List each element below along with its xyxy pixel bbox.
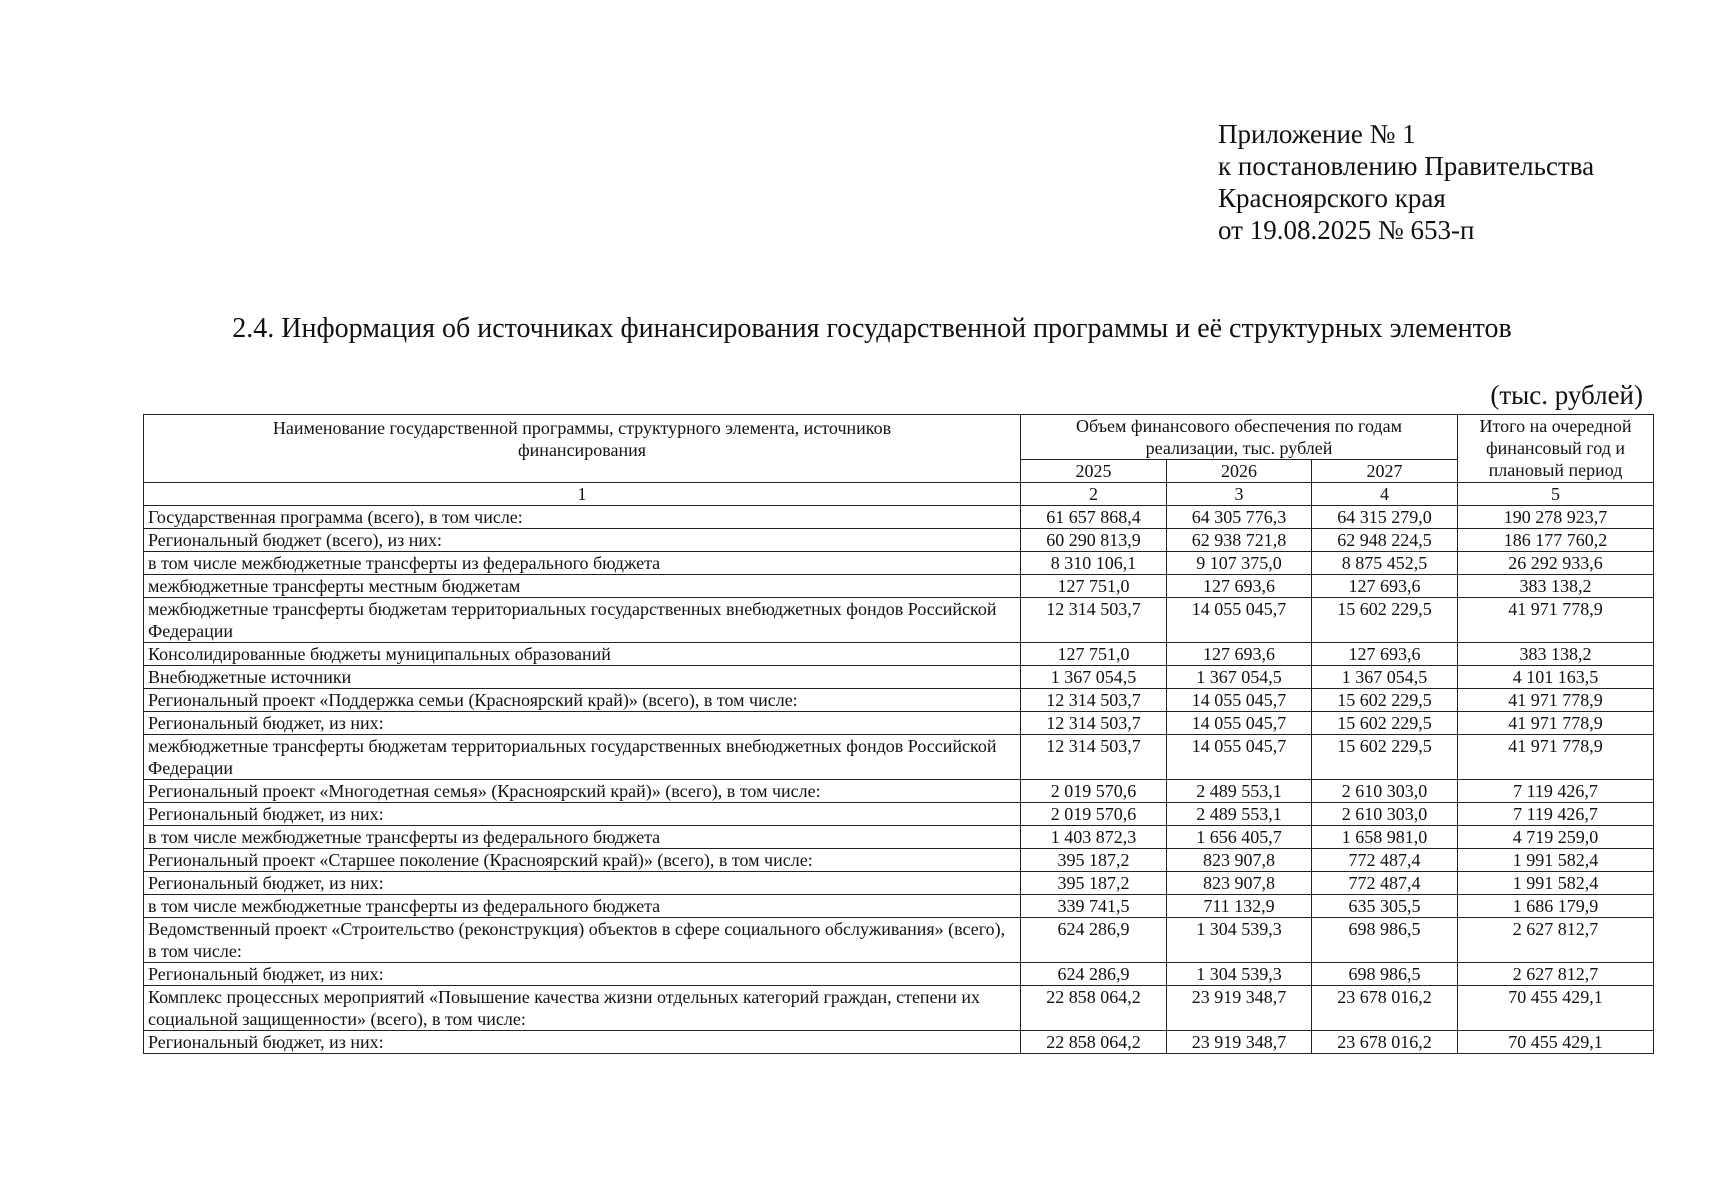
value-2026: 14 055 045,7 <box>1167 712 1312 735</box>
value-total: 70 455 429,1 <box>1458 986 1654 1031</box>
table-row <box>144 575 1654 598</box>
value-2026: 2 489 553,1 <box>1167 780 1312 803</box>
appendix-line: Красноярского края <box>1218 183 1446 213</box>
table-row <box>144 803 1654 826</box>
table-row <box>144 689 1654 712</box>
table-row <box>144 918 1654 963</box>
value-2026: 1 656 405,7 <box>1167 826 1312 849</box>
table-row <box>144 666 1654 689</box>
value-total: 41 971 778,9 <box>1458 598 1654 643</box>
value-2027: 1 658 981,0 <box>1312 826 1458 849</box>
value-2027: 8 875 452,5 <box>1312 552 1458 575</box>
table-row <box>144 598 1654 643</box>
table-row <box>144 1031 1654 1054</box>
column-number: 5 <box>1458 483 1654 506</box>
row-name: Региональный бюджет, из них: <box>144 803 1021 826</box>
value-2027: 15 602 229,5 <box>1312 689 1458 712</box>
value-2026: 62 938 721,8 <box>1167 529 1312 552</box>
row-name: в том числе межбюджетные трансферты из федерального бюджета <box>144 826 1021 849</box>
table-row <box>144 826 1654 849</box>
value-2026: 823 907,8 <box>1167 872 1312 895</box>
value-2025: 12 314 503,7 <box>1021 712 1167 735</box>
value-2025: 339 741,5 <box>1021 895 1167 918</box>
value-2025: 127 751,0 <box>1021 643 1167 666</box>
table-row <box>144 963 1654 986</box>
value-2026: 823 907,8 <box>1167 849 1312 872</box>
header-volume: Объем финансового обеспечения по годам реализации, тыс. рублей <box>1021 415 1458 460</box>
row-name: Региональный бюджет (всего), из них: <box>144 529 1021 552</box>
row-name: Региональный проект «Многодетная семья» (Красноярский край)» (всего), в том числе: <box>144 780 1021 803</box>
value-total: 41 971 778,9 <box>1458 689 1654 712</box>
column-number: 3 <box>1167 483 1312 506</box>
value-total: 41 971 778,9 <box>1458 735 1654 780</box>
row-name: в том числе межбюджетные трансферты из федерального бюджета <box>144 552 1021 575</box>
value-total: 1 686 179,9 <box>1458 895 1654 918</box>
row-name: Комплекс процессных мероприятий «Повышение качества жизни отдельных категорий граждан, степени их социальной защищенности» (всего), в том числе: <box>144 986 1021 1031</box>
value-2027: 23 678 016,2 <box>1312 986 1458 1031</box>
table-row <box>144 895 1654 918</box>
row-name: межбюджетные трансферты местным бюджетам <box>144 575 1021 598</box>
value-2025: 8 310 106,1 <box>1021 552 1167 575</box>
value-total: 2 627 812,7 <box>1458 918 1654 963</box>
value-2025: 1 367 054,5 <box>1021 666 1167 689</box>
appendix-line: от 19.08.2025 № 653-п <box>1218 215 1475 245</box>
value-2026: 127 693,6 <box>1167 575 1312 598</box>
value-total: 26 292 933,6 <box>1458 552 1654 575</box>
value-total: 383 138,2 <box>1458 575 1654 598</box>
value-2027: 127 693,6 <box>1312 575 1458 598</box>
value-2027: 2 610 303,0 <box>1312 780 1458 803</box>
table-row <box>144 780 1654 803</box>
section-heading: 2.4. Информация об источниках финансирования государственной программы и её структурных элементов <box>232 313 1512 344</box>
value-2025: 61 657 868,4 <box>1021 506 1167 529</box>
value-2025: 22 858 064,2 <box>1021 986 1167 1031</box>
value-2025: 1 403 872,3 <box>1021 826 1167 849</box>
table-row <box>144 529 1654 552</box>
value-2026: 64 305 776,3 <box>1167 506 1312 529</box>
row-name: Консолидированные бюджеты муниципальных образований <box>144 643 1021 666</box>
value-2026: 14 055 045,7 <box>1167 735 1312 780</box>
table-row <box>144 986 1654 1031</box>
table-row <box>144 712 1654 735</box>
value-2027: 772 487,4 <box>1312 849 1458 872</box>
row-name: Региональный проект «Поддержка семьи (Красноярский край)» (всего), в том числе: <box>144 689 1021 712</box>
value-2027: 15 602 229,5 <box>1312 598 1458 643</box>
row-name: Региональный бюджет, из них: <box>144 872 1021 895</box>
value-2025: 12 314 503,7 <box>1021 689 1167 712</box>
table-body <box>144 506 1654 1054</box>
row-name: Региональный бюджет, из них: <box>144 712 1021 735</box>
header-year: 2025 <box>1021 460 1167 483</box>
value-2027: 635 305,5 <box>1312 895 1458 918</box>
row-name: Региональный бюджет, из них: <box>144 963 1021 986</box>
value-2025: 127 751,0 <box>1021 575 1167 598</box>
value-total: 70 455 429,1 <box>1458 1031 1654 1054</box>
value-total: 186 177 760,2 <box>1458 529 1654 552</box>
value-2026: 127 693,6 <box>1167 643 1312 666</box>
table-row <box>144 849 1654 872</box>
column-number: 1 <box>144 483 1021 506</box>
value-2027: 15 602 229,5 <box>1312 712 1458 735</box>
row-name: Региональный проект «Старшее поколение (Красноярский край)» (всего), в том числе: <box>144 849 1021 872</box>
column-number: 2 <box>1021 483 1167 506</box>
value-2027: 698 986,5 <box>1312 963 1458 986</box>
value-2027: 772 487,4 <box>1312 872 1458 895</box>
value-2025: 22 858 064,2 <box>1021 1031 1167 1054</box>
value-2026: 23 919 348,7 <box>1167 986 1312 1031</box>
value-total: 1 991 582,4 <box>1458 872 1654 895</box>
value-2026: 1 304 539,3 <box>1167 918 1312 963</box>
appendix-line: к постановлению Правительства <box>1218 151 1595 181</box>
table-row <box>144 506 1654 529</box>
value-2027: 15 602 229,5 <box>1312 735 1458 780</box>
table-row <box>144 872 1654 895</box>
value-2027: 23 678 016,2 <box>1312 1031 1458 1054</box>
value-2026: 1 304 539,3 <box>1167 963 1312 986</box>
value-total: 7 119 426,7 <box>1458 780 1654 803</box>
table-row <box>144 643 1654 666</box>
value-2025: 624 286,9 <box>1021 918 1167 963</box>
value-2025: 2 019 570,6 <box>1021 803 1167 826</box>
row-name: Внебюджетные источники <box>144 666 1021 689</box>
value-2027: 698 986,5 <box>1312 918 1458 963</box>
row-name: Государственная программа (всего), в том числе: <box>144 506 1021 529</box>
row-name: межбюджетные трансферты бюджетам территориальных государственных внебюджетных фондов Российской Федерации <box>144 735 1021 780</box>
value-total: 41 971 778,9 <box>1458 712 1654 735</box>
financing-table <box>143 414 1654 1054</box>
value-2025: 395 187,2 <box>1021 872 1167 895</box>
value-2027: 1 367 054,5 <box>1312 666 1458 689</box>
header-total: Итого на очередной финансовый год и плановый период <box>1458 415 1654 483</box>
value-2027: 2 610 303,0 <box>1312 803 1458 826</box>
value-total: 2 627 812,7 <box>1458 963 1654 986</box>
table-row <box>144 552 1654 575</box>
value-2026: 14 055 045,7 <box>1167 689 1312 712</box>
units-label: (тыс. рублей) <box>1490 380 1643 410</box>
value-2025: 2 019 570,6 <box>1021 780 1167 803</box>
value-total: 4 101 163,5 <box>1458 666 1654 689</box>
value-2025: 12 314 503,7 <box>1021 598 1167 643</box>
value-2025: 624 286,9 <box>1021 963 1167 986</box>
value-2026: 711 132,9 <box>1167 895 1312 918</box>
row-name: Региональный бюджет, из них: <box>144 1031 1021 1054</box>
value-2026: 9 107 375,0 <box>1167 552 1312 575</box>
table-row <box>144 735 1654 780</box>
value-2026: 2 489 553,1 <box>1167 803 1312 826</box>
value-2026: 1 367 054,5 <box>1167 666 1312 689</box>
value-2026: 23 919 348,7 <box>1167 1031 1312 1054</box>
value-2026: 14 055 045,7 <box>1167 598 1312 643</box>
header-year: 2027 <box>1312 460 1458 483</box>
appendix-line: Приложение № 1 <box>1218 119 1416 149</box>
value-2025: 395 187,2 <box>1021 849 1167 872</box>
value-2027: 62 948 224,5 <box>1312 529 1458 552</box>
header-name: Наименование государственной программы, структурного элемента, источников финансирования <box>144 415 1021 483</box>
header-year: 2026 <box>1167 460 1312 483</box>
row-name: Ведомственный проект «Строительство (реконструкция) объектов в сфере социального обслуживания» (всего), в том числе: <box>144 918 1021 963</box>
row-name: в том числе межбюджетные трансферты из федерального бюджета <box>144 895 1021 918</box>
value-total: 7 119 426,7 <box>1458 803 1654 826</box>
appendix-block <box>1218 118 1594 246</box>
value-2027: 127 693,6 <box>1312 643 1458 666</box>
value-2025: 60 290 813,9 <box>1021 529 1167 552</box>
value-total: 4 719 259,0 <box>1458 826 1654 849</box>
column-number: 4 <box>1312 483 1458 506</box>
value-2027: 64 315 279,0 <box>1312 506 1458 529</box>
value-total: 1 991 582,4 <box>1458 849 1654 872</box>
value-2025: 12 314 503,7 <box>1021 735 1167 780</box>
row-name: межбюджетные трансферты бюджетам территориальных государственных внебюджетных фондов Российской Федерации <box>144 598 1021 643</box>
value-total: 383 138,2 <box>1458 643 1654 666</box>
value-total: 190 278 923,7 <box>1458 506 1654 529</box>
